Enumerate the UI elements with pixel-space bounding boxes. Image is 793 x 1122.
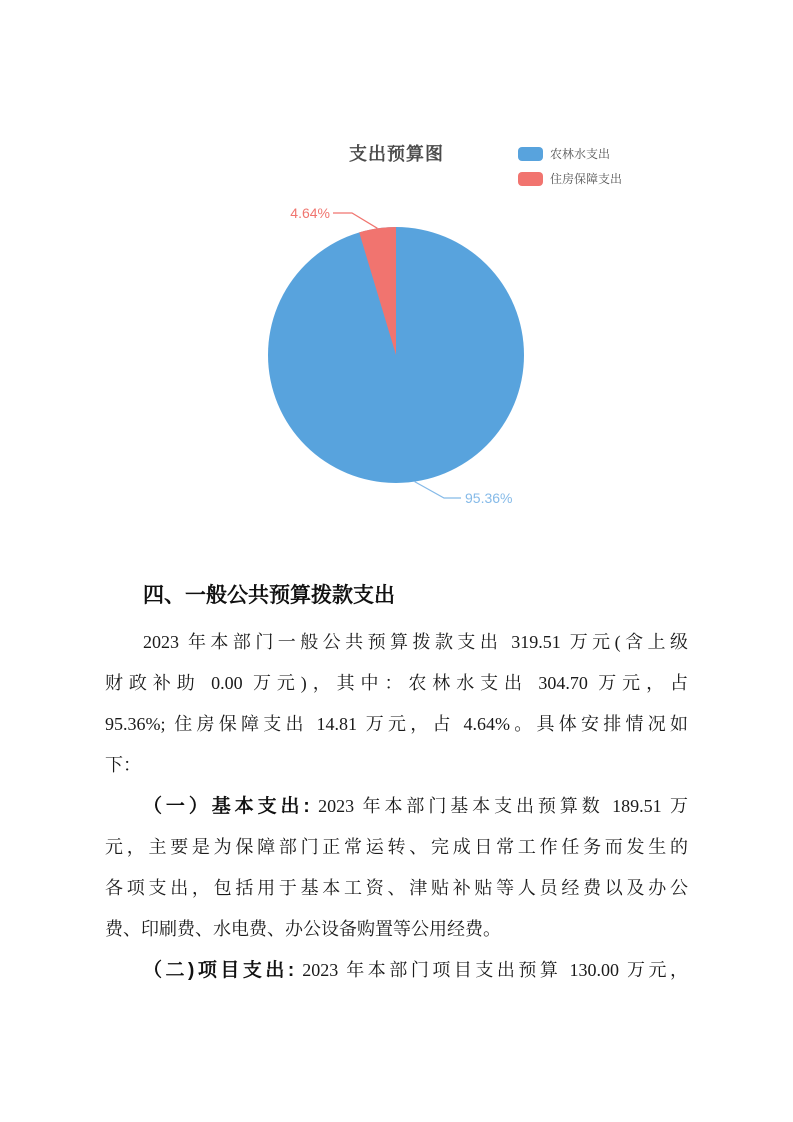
paragraph-basic-expenditure (105, 786, 688, 950)
legend-label: 住房保障支出 (550, 172, 623, 186)
text-line: 下： (105, 755, 141, 775)
paragraph-overview (105, 622, 688, 786)
text-line: 费、印刷费、水电费、办公设备购置等公用经费。 (105, 919, 501, 939)
label-line-major (415, 482, 461, 498)
document-body (105, 581, 688, 991)
paragraph-project-expenditure (105, 950, 688, 991)
legend-label: 农林水支出 (550, 147, 611, 161)
chart-title: 支出预算图 (349, 144, 444, 164)
pie-label-major: 95.36% (465, 490, 513, 506)
text-line: 95.36%; 住房保障支出 14.81 万元，占 4.64%。具体安排情况如 (105, 714, 688, 734)
text-line: 各项支出，包括用于基本工资、津贴补贴等人员经费以及办公 (105, 878, 688, 898)
pie-label-minor: 4.64% (290, 205, 330, 221)
text-line: 2023 年本部门一般公共预算拨款支出 319.51 万元(含上级 (143, 632, 688, 652)
run-bold-label: （二)项目支出: (143, 960, 295, 981)
text-line: （二)项目支出: 2023 年本部门项目支出预算 130.00 万元， (143, 960, 689, 981)
section-heading: 四、一般公共预算拨款支出 (143, 584, 395, 607)
text-line: （一）基本支出: 2023 年本部门基本支出预算数 189.51 万 (143, 796, 689, 817)
run-bold-label: （一）基本支出: (143, 796, 310, 817)
label-line-minor (333, 213, 377, 228)
text-line: 元，主要是为保障部门正常运转、完成日常工作任务而发生的 (105, 837, 688, 857)
pie-chart (0, 0, 793, 560)
text-line: 财政补助 0.00 万元)，其中：农林水支出 304.70 万元，占 (105, 673, 688, 693)
